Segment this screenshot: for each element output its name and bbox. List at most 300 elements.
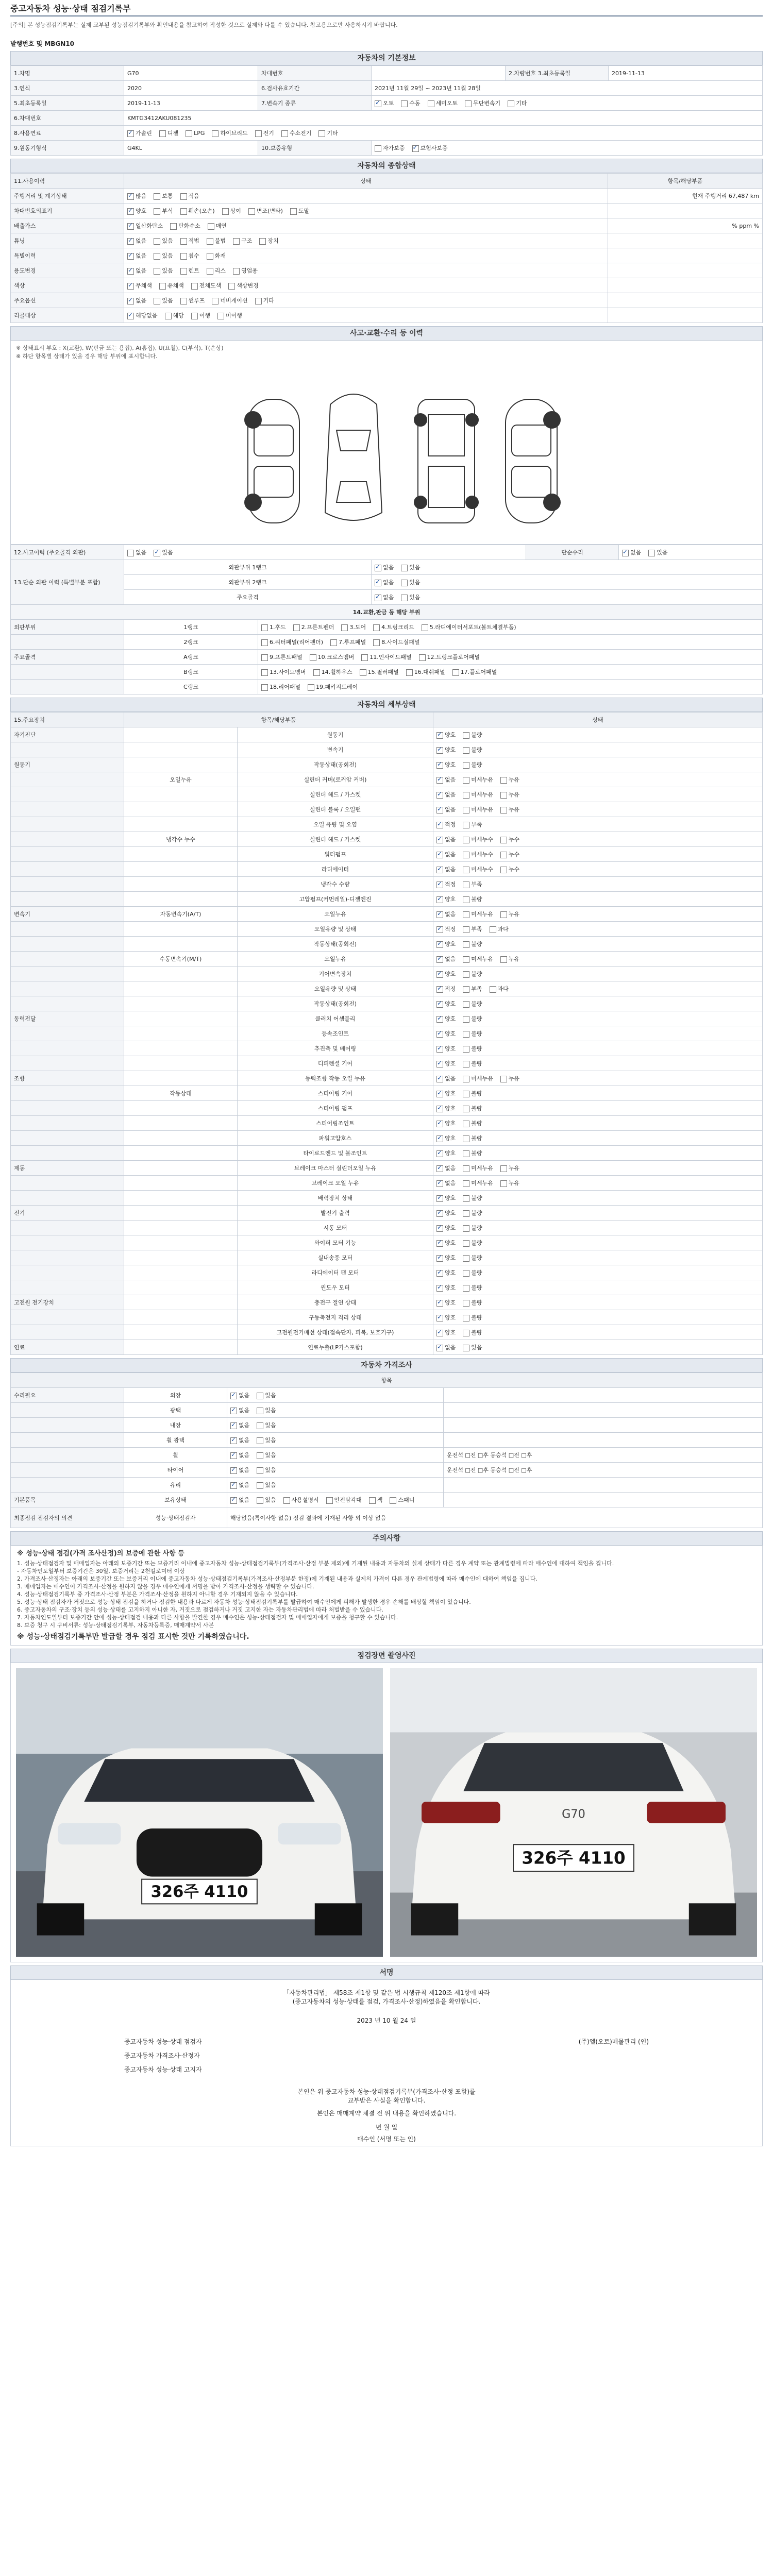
checkbox-icon[interactable] xyxy=(436,1255,443,1262)
checkbox-icon[interactable] xyxy=(463,867,469,873)
transmission-option[interactable] xyxy=(465,99,500,107)
transmission-option[interactable] xyxy=(375,99,394,107)
checkbox-icon[interactable] xyxy=(463,1016,469,1023)
rank-item[interactable] xyxy=(261,653,303,661)
checkbox-icon[interactable] xyxy=(217,313,224,319)
checkbox-icon[interactable] xyxy=(463,1121,469,1127)
price-option[interactable] xyxy=(230,1466,249,1474)
checkbox-icon[interactable] xyxy=(500,867,507,873)
checkbox-icon[interactable] xyxy=(180,298,187,304)
detail-option[interactable] xyxy=(436,1194,456,1202)
detail-option[interactable] xyxy=(436,1134,456,1142)
checkbox-icon[interactable] xyxy=(500,852,507,858)
checkbox-icon[interactable] xyxy=(463,1240,469,1247)
detail-option[interactable] xyxy=(463,1328,482,1336)
general-option[interactable] xyxy=(180,207,215,215)
checkbox-icon[interactable] xyxy=(361,654,368,661)
checkbox-icon[interactable] xyxy=(281,130,288,137)
general-option[interactable] xyxy=(180,296,205,304)
checkbox-icon[interactable] xyxy=(500,1180,507,1187)
checkbox-icon[interactable] xyxy=(375,100,381,107)
checkbox-icon[interactable] xyxy=(293,624,300,631)
checkbox-icon[interactable] xyxy=(436,777,443,784)
checkbox-icon[interactable] xyxy=(436,867,443,873)
general-option[interactable] xyxy=(248,207,283,215)
checkbox-icon[interactable] xyxy=(500,837,507,843)
general-option[interactable] xyxy=(127,222,163,230)
general-option[interactable] xyxy=(233,266,258,275)
checkbox-icon[interactable] xyxy=(207,268,213,275)
detail-option[interactable] xyxy=(463,1253,482,1262)
checkbox-icon[interactable] xyxy=(463,1165,469,1172)
fuel-option[interactable] xyxy=(318,129,338,137)
checkbox-icon[interactable] xyxy=(412,145,419,152)
general-option[interactable] xyxy=(154,192,173,200)
detail-option[interactable] xyxy=(463,790,493,799)
checkbox-icon[interactable] xyxy=(465,100,472,107)
checkbox-icon[interactable] xyxy=(127,253,134,260)
checkbox-icon[interactable] xyxy=(648,550,655,556)
detail-option[interactable] xyxy=(436,970,456,978)
price-option[interactable] xyxy=(326,1496,362,1504)
checkbox-icon[interactable] xyxy=(500,956,507,963)
checkbox-icon[interactable] xyxy=(154,268,160,275)
checkbox-icon[interactable] xyxy=(257,1467,263,1474)
price-option[interactable] xyxy=(230,1391,249,1399)
detail-option[interactable] xyxy=(436,955,456,963)
detail-option[interactable] xyxy=(436,1104,456,1112)
checkbox-icon[interactable] xyxy=(463,852,469,858)
price-option[interactable] xyxy=(230,1451,249,1459)
checkbox-icon[interactable] xyxy=(261,624,268,631)
detail-option[interactable] xyxy=(463,1298,482,1307)
detail-option[interactable] xyxy=(500,1179,519,1187)
detail-option[interactable] xyxy=(500,955,519,963)
general-option[interactable] xyxy=(154,207,173,215)
fuel-option[interactable] xyxy=(127,129,152,137)
repair-option[interactable] xyxy=(375,578,394,586)
checkbox-icon[interactable] xyxy=(154,298,160,304)
detail-option[interactable] xyxy=(463,1179,493,1187)
detail-option[interactable] xyxy=(436,835,456,843)
checkbox-icon[interactable] xyxy=(463,1106,469,1112)
checkbox-icon[interactable] xyxy=(127,130,134,137)
checkbox-icon[interactable] xyxy=(436,1150,443,1157)
checkbox-icon[interactable] xyxy=(463,1315,469,1321)
detail-option[interactable] xyxy=(463,955,493,963)
checkbox-icon[interactable] xyxy=(436,1076,443,1082)
checkbox-icon[interactable] xyxy=(326,1497,333,1504)
checkbox-icon[interactable] xyxy=(436,1330,443,1336)
detail-option[interactable] xyxy=(463,745,482,754)
detail-option[interactable] xyxy=(463,895,482,903)
detail-option[interactable] xyxy=(463,910,493,918)
checkbox-icon[interactable] xyxy=(127,283,134,290)
checkbox-icon[interactable] xyxy=(463,762,469,769)
detail-option[interactable] xyxy=(436,1059,456,1067)
fuel-option[interactable] xyxy=(281,129,312,137)
detail-option[interactable] xyxy=(463,731,482,739)
checkbox-icon[interactable] xyxy=(463,1180,469,1187)
general-option[interactable] xyxy=(228,281,259,290)
checkbox-icon[interactable] xyxy=(436,1315,443,1321)
detail-option[interactable] xyxy=(463,865,493,873)
rank-item[interactable] xyxy=(452,668,497,676)
checkbox-icon[interactable] xyxy=(191,283,198,290)
checkbox-icon[interactable] xyxy=(436,1180,443,1187)
general-option[interactable] xyxy=(208,222,227,230)
detail-option[interactable] xyxy=(436,1044,456,1053)
general-option[interactable] xyxy=(127,251,146,260)
checkbox-icon[interactable] xyxy=(463,1225,469,1232)
checkbox-icon[interactable] xyxy=(463,1076,469,1082)
checkbox-icon[interactable] xyxy=(508,100,514,107)
warranty-option[interactable] xyxy=(412,144,448,152)
general-option[interactable] xyxy=(180,236,199,245)
general-option[interactable] xyxy=(207,251,226,260)
checkbox-icon[interactable] xyxy=(463,1330,469,1336)
general-option[interactable] xyxy=(170,222,200,230)
checkbox-icon[interactable] xyxy=(436,1091,443,1097)
checkbox-icon[interactable] xyxy=(500,1076,507,1082)
checkbox-icon[interactable] xyxy=(436,732,443,739)
checkbox-icon[interactable] xyxy=(419,654,426,661)
checkbox-icon[interactable] xyxy=(436,852,443,858)
general-option[interactable] xyxy=(233,236,252,245)
checkbox-icon[interactable] xyxy=(180,253,187,260)
checkbox-icon[interactable] xyxy=(436,1121,443,1127)
repair-option[interactable] xyxy=(401,593,420,601)
detail-option[interactable] xyxy=(463,985,482,993)
general-option[interactable] xyxy=(127,266,146,275)
checkbox-icon[interactable] xyxy=(463,911,469,918)
detail-option[interactable] xyxy=(463,1194,482,1202)
checkbox-icon[interactable] xyxy=(208,223,214,230)
checkbox-icon[interactable] xyxy=(255,298,262,304)
detail-option[interactable] xyxy=(436,775,456,784)
checkbox-icon[interactable] xyxy=(500,1165,507,1172)
checkbox-icon[interactable] xyxy=(313,669,320,676)
checkbox-icon[interactable] xyxy=(436,1106,443,1112)
detail-option[interactable] xyxy=(463,940,482,948)
general-option[interactable] xyxy=(180,251,199,260)
checkbox-icon[interactable] xyxy=(261,669,268,676)
detail-option[interactable] xyxy=(463,970,482,978)
detail-option[interactable] xyxy=(463,1119,482,1127)
warranty-option[interactable] xyxy=(375,144,405,152)
checkbox-icon[interactable] xyxy=(401,565,408,571)
repair-option[interactable] xyxy=(127,548,146,556)
detail-option[interactable] xyxy=(436,1149,456,1157)
fuel-option[interactable] xyxy=(255,129,274,137)
repair-option[interactable] xyxy=(154,548,173,556)
rank-item[interactable] xyxy=(373,638,419,646)
checkbox-icon[interactable] xyxy=(490,986,496,993)
checkbox-icon[interactable] xyxy=(308,684,314,691)
checkbox-icon[interactable] xyxy=(436,837,443,843)
general-option[interactable] xyxy=(159,281,184,290)
detail-option[interactable] xyxy=(436,1253,456,1262)
checkbox-icon[interactable] xyxy=(257,1437,263,1444)
detail-option[interactable] xyxy=(500,790,519,799)
price-option[interactable] xyxy=(257,1436,276,1444)
checkbox-icon[interactable] xyxy=(463,882,469,888)
checkbox-icon[interactable] xyxy=(230,1482,237,1489)
detail-option[interactable] xyxy=(436,1209,456,1217)
detail-option[interactable] xyxy=(463,1239,482,1247)
detail-option[interactable] xyxy=(436,1014,456,1023)
checkbox-icon[interactable] xyxy=(436,1001,443,1008)
checkbox-icon[interactable] xyxy=(127,313,134,319)
price-option[interactable] xyxy=(230,1481,249,1489)
general-option[interactable] xyxy=(127,296,146,304)
checkbox-icon[interactable] xyxy=(233,238,240,245)
rank-item[interactable] xyxy=(373,623,414,631)
detail-option[interactable] xyxy=(463,1343,482,1351)
rank-item[interactable] xyxy=(406,668,445,676)
checkbox-icon[interactable] xyxy=(310,654,316,661)
repair-option[interactable] xyxy=(401,578,420,586)
checkbox-icon[interactable] xyxy=(436,1225,443,1232)
checkbox-icon[interactable] xyxy=(261,654,268,661)
checkbox-icon[interactable] xyxy=(261,684,268,691)
checkbox-icon[interactable] xyxy=(159,130,166,137)
rank-item[interactable] xyxy=(313,668,352,676)
checkbox-icon[interactable] xyxy=(436,911,443,918)
detail-option[interactable] xyxy=(463,1089,482,1097)
checkbox-icon[interactable] xyxy=(436,941,443,948)
checkbox-icon[interactable] xyxy=(257,1408,263,1414)
detail-option[interactable] xyxy=(463,820,482,828)
rank-item[interactable] xyxy=(422,623,516,631)
general-option[interactable] xyxy=(165,311,184,319)
price-option[interactable] xyxy=(230,1496,249,1504)
checkbox-icon[interactable] xyxy=(463,792,469,799)
checkbox-icon[interactable] xyxy=(230,1452,237,1459)
checkbox-icon[interactable] xyxy=(436,1195,443,1202)
detail-option[interactable] xyxy=(436,1283,456,1292)
checkbox-icon[interactable] xyxy=(436,896,443,903)
detail-option[interactable] xyxy=(436,1239,456,1247)
checkbox-icon[interactable] xyxy=(463,1061,469,1067)
rank-item[interactable] xyxy=(261,668,306,676)
price-option[interactable] xyxy=(257,1421,276,1429)
detail-option[interactable] xyxy=(436,1089,456,1097)
checkbox-icon[interactable] xyxy=(436,1285,443,1292)
checkbox-icon[interactable] xyxy=(463,1210,469,1217)
checkbox-icon[interactable] xyxy=(463,747,469,754)
price-option[interactable] xyxy=(369,1496,383,1504)
transmission-option[interactable] xyxy=(401,99,420,107)
checkbox-icon[interactable] xyxy=(233,268,240,275)
checkbox-icon[interactable] xyxy=(207,253,213,260)
checkbox-icon[interactable] xyxy=(463,822,469,828)
checkbox-icon[interactable] xyxy=(180,238,187,245)
detail-option[interactable] xyxy=(436,1029,456,1038)
checkbox-icon[interactable] xyxy=(230,1497,237,1504)
checkbox-icon[interactable] xyxy=(463,1255,469,1262)
checkbox-icon[interactable] xyxy=(436,1046,443,1053)
general-option[interactable] xyxy=(207,266,226,275)
checkbox-icon[interactable] xyxy=(436,1240,443,1247)
checkbox-icon[interactable] xyxy=(463,1300,469,1307)
checkbox-icon[interactable] xyxy=(436,956,443,963)
detail-option[interactable] xyxy=(436,1224,456,1232)
rank-item[interactable] xyxy=(361,653,411,661)
checkbox-icon[interactable] xyxy=(463,956,469,963)
checkbox-icon[interactable] xyxy=(436,1165,443,1172)
detail-option[interactable] xyxy=(463,805,493,814)
general-option[interactable] xyxy=(127,281,152,290)
price-option[interactable] xyxy=(257,1466,276,1474)
checkbox-icon[interactable] xyxy=(436,792,443,799)
checkbox-icon[interactable] xyxy=(290,208,297,215)
checkbox-icon[interactable] xyxy=(436,1016,443,1023)
checkbox-icon[interactable] xyxy=(360,669,366,676)
detail-option[interactable] xyxy=(463,1283,482,1292)
general-option[interactable] xyxy=(290,207,309,215)
checkbox-icon[interactable] xyxy=(228,283,235,290)
checkbox-icon[interactable] xyxy=(127,223,134,230)
rank-item[interactable] xyxy=(261,623,286,631)
checkbox-icon[interactable] xyxy=(369,1497,376,1504)
detail-option[interactable] xyxy=(500,910,519,918)
checkbox-icon[interactable] xyxy=(436,1061,443,1067)
checkbox-icon[interactable] xyxy=(180,208,187,215)
general-option[interactable] xyxy=(154,296,173,304)
checkbox-icon[interactable] xyxy=(406,669,413,676)
checkbox-icon[interactable] xyxy=(463,732,469,739)
checkbox-icon[interactable] xyxy=(191,313,198,319)
checkbox-icon[interactable] xyxy=(401,580,408,586)
checkbox-icon[interactable] xyxy=(375,580,381,586)
checkbox-icon[interactable] xyxy=(230,1408,237,1414)
price-option[interactable] xyxy=(257,1496,276,1504)
repair-option[interactable] xyxy=(648,548,667,556)
detail-option[interactable] xyxy=(436,865,456,873)
checkbox-icon[interactable] xyxy=(154,238,160,245)
detail-option[interactable] xyxy=(436,1164,456,1172)
detail-option[interactable] xyxy=(490,985,509,993)
rank-item[interactable] xyxy=(341,623,366,631)
general-option[interactable] xyxy=(127,236,146,245)
checkbox-icon[interactable] xyxy=(436,1345,443,1351)
detail-option[interactable] xyxy=(436,1328,456,1336)
general-option[interactable] xyxy=(212,296,247,304)
general-option[interactable] xyxy=(127,207,146,215)
checkbox-icon[interactable] xyxy=(230,1393,237,1399)
checkbox-icon[interactable] xyxy=(257,1482,263,1489)
detail-option[interactable] xyxy=(436,999,456,1008)
checkbox-icon[interactable] xyxy=(283,1497,290,1504)
checkbox-icon[interactable] xyxy=(463,1001,469,1008)
checkbox-icon[interactable] xyxy=(127,238,134,245)
rank-item[interactable] xyxy=(419,653,480,661)
rank-item[interactable] xyxy=(261,683,300,691)
checkbox-icon[interactable] xyxy=(463,1345,469,1351)
detail-option[interactable] xyxy=(436,760,456,769)
general-option[interactable] xyxy=(127,311,158,319)
rank-item[interactable] xyxy=(360,668,399,676)
general-option[interactable] xyxy=(217,311,242,319)
checkbox-icon[interactable] xyxy=(257,1422,263,1429)
detail-option[interactable] xyxy=(436,1268,456,1277)
checkbox-icon[interactable] xyxy=(436,1270,443,1277)
detail-option[interactable] xyxy=(500,865,519,873)
detail-option[interactable] xyxy=(436,895,456,903)
checkbox-icon[interactable] xyxy=(212,298,219,304)
checkbox-icon[interactable] xyxy=(436,1210,443,1217)
checkbox-icon[interactable] xyxy=(463,777,469,784)
checkbox-icon[interactable] xyxy=(212,130,219,137)
detail-option[interactable] xyxy=(436,1343,456,1351)
general-option[interactable] xyxy=(154,266,173,275)
price-option[interactable] xyxy=(257,1451,276,1459)
general-option[interactable] xyxy=(259,236,278,245)
checkbox-icon[interactable] xyxy=(436,926,443,933)
detail-option[interactable] xyxy=(463,1149,482,1157)
fuel-option[interactable] xyxy=(212,129,247,137)
checkbox-icon[interactable] xyxy=(463,1270,469,1277)
detail-option[interactable] xyxy=(463,1268,482,1277)
checkbox-icon[interactable] xyxy=(463,1031,469,1038)
checkbox-icon[interactable] xyxy=(436,986,443,993)
checkbox-icon[interactable] xyxy=(373,624,380,631)
checkbox-icon[interactable] xyxy=(165,313,172,319)
transmission-option[interactable] xyxy=(508,99,527,107)
detail-option[interactable] xyxy=(436,820,456,828)
detail-option[interactable] xyxy=(436,790,456,799)
rank-item[interactable] xyxy=(310,653,355,661)
checkbox-icon[interactable] xyxy=(207,238,213,245)
checkbox-icon[interactable] xyxy=(230,1437,237,1444)
checkbox-icon[interactable] xyxy=(401,595,408,601)
checkbox-icon[interactable] xyxy=(186,130,192,137)
checkbox-icon[interactable] xyxy=(436,807,443,814)
checkbox-icon[interactable] xyxy=(463,1046,469,1053)
detail-option[interactable] xyxy=(463,1029,482,1038)
checkbox-icon[interactable] xyxy=(463,807,469,814)
checkbox-icon[interactable] xyxy=(127,268,134,275)
detail-option[interactable] xyxy=(500,835,519,843)
transmission-option[interactable] xyxy=(428,99,458,107)
checkbox-icon[interactable] xyxy=(500,911,507,918)
checkbox-icon[interactable] xyxy=(463,941,469,948)
repair-option[interactable] xyxy=(622,548,641,556)
checkbox-icon[interactable] xyxy=(436,1031,443,1038)
detail-option[interactable] xyxy=(463,1134,482,1142)
checkbox-icon[interactable] xyxy=(180,193,187,200)
rank-item[interactable] xyxy=(261,638,323,646)
price-option[interactable] xyxy=(283,1496,319,1504)
detail-option[interactable] xyxy=(436,1298,456,1307)
price-option[interactable] xyxy=(257,1391,276,1399)
checkbox-icon[interactable] xyxy=(257,1393,263,1399)
detail-option[interactable] xyxy=(463,775,493,784)
checkbox-icon[interactable] xyxy=(436,971,443,978)
repair-option[interactable] xyxy=(375,593,394,601)
repair-option[interactable] xyxy=(375,563,394,571)
rank-item[interactable] xyxy=(330,638,366,646)
checkbox-icon[interactable] xyxy=(463,896,469,903)
price-option[interactable] xyxy=(230,1406,249,1414)
rank-item[interactable] xyxy=(293,623,334,631)
detail-option[interactable] xyxy=(463,1014,482,1023)
fuel-option[interactable] xyxy=(159,129,178,137)
checkbox-icon[interactable] xyxy=(436,762,443,769)
checkbox-icon[interactable] xyxy=(401,100,408,107)
general-option[interactable] xyxy=(180,266,199,275)
